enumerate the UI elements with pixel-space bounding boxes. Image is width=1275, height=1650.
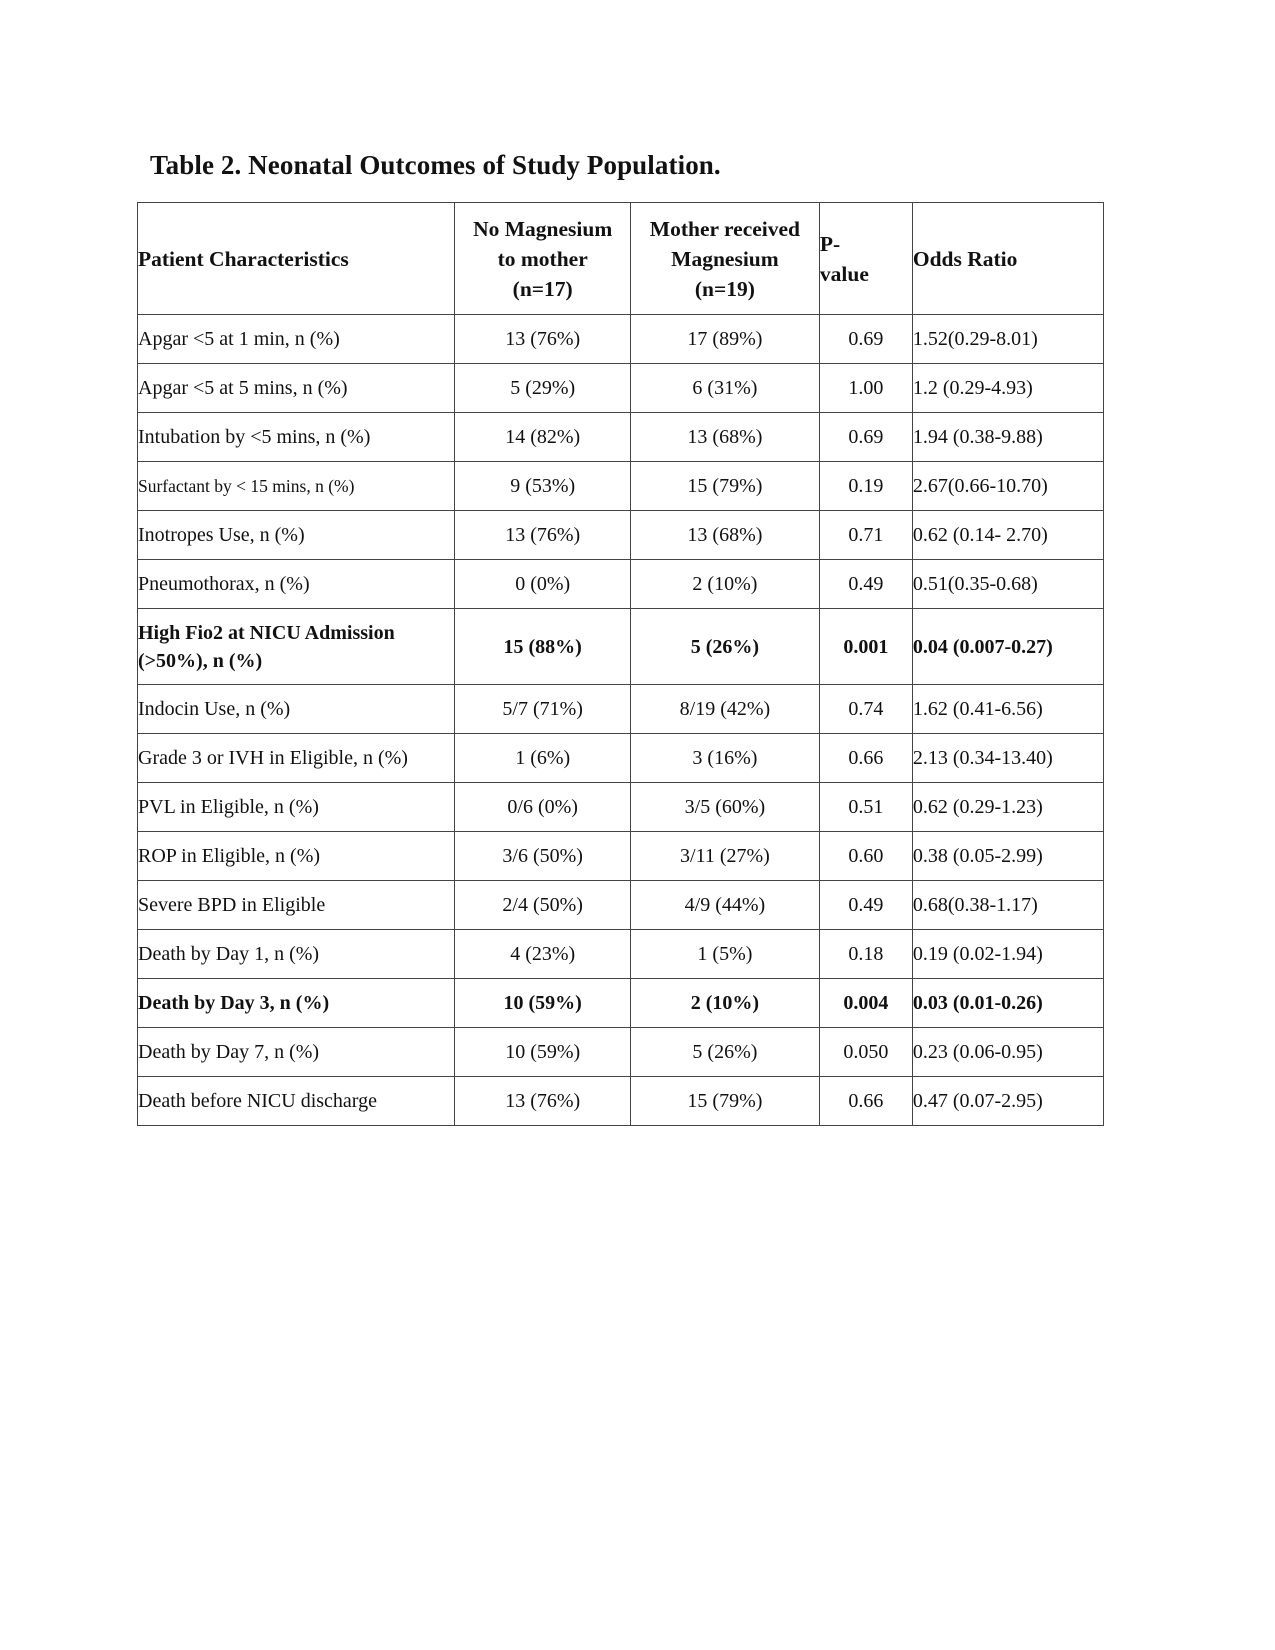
row-label: Intubation by <5 mins, n (%) (138, 413, 455, 462)
header-p-value: P- value (819, 203, 912, 315)
p-value: 0.49 (819, 560, 912, 609)
p-value: 0.66 (819, 734, 912, 783)
magnesium-value: 5 (26%) (630, 1028, 819, 1077)
p-value: 0.001 (819, 609, 912, 685)
table-row (138, 364, 1104, 413)
magnesium-value: 6 (31%) (630, 364, 819, 413)
header-patient-characteristics: Patient Characteristics (138, 203, 455, 315)
magnesium-value: 1 (5%) (630, 930, 819, 979)
table-row (138, 685, 1104, 734)
header-odds-ratio: Odds Ratio (912, 203, 1103, 315)
table-row (138, 511, 1104, 560)
table-row (138, 315, 1104, 364)
table-row (138, 930, 1104, 979)
magnesium-value: 5 (26%) (630, 609, 819, 685)
row-label: Apgar <5 at 5 mins, n (%) (138, 364, 455, 413)
odds-ratio: 0.03 (0.01-0.26) (912, 979, 1103, 1028)
row-label: Death by Day 3, n (%) (138, 979, 455, 1028)
table-row (138, 1077, 1104, 1126)
odds-ratio: 1.2 (0.29-4.93) (912, 364, 1103, 413)
no-magnesium-value: 14 (82%) (455, 413, 630, 462)
p-value: 0.66 (819, 1077, 912, 1126)
odds-ratio: 0.51(0.35-0.68) (912, 560, 1103, 609)
magnesium-value: 13 (68%) (630, 511, 819, 560)
row-label: Pneumothorax, n (%) (138, 560, 455, 609)
no-magnesium-value: 10 (59%) (455, 1028, 630, 1077)
no-magnesium-value: 13 (76%) (455, 315, 630, 364)
p-value: 0.004 (819, 979, 912, 1028)
p-value: 0.51 (819, 783, 912, 832)
odds-ratio: 0.04 (0.007-0.27) (912, 609, 1103, 685)
magnesium-value: 17 (89%) (630, 315, 819, 364)
no-magnesium-value: 5 (29%) (455, 364, 630, 413)
magnesium-value: 2 (10%) (630, 979, 819, 1028)
magnesium-value: 15 (79%) (630, 1077, 819, 1126)
no-magnesium-value: 0/6 (0%) (455, 783, 630, 832)
magnesium-value: 13 (68%) (630, 413, 819, 462)
no-magnesium-value: 10 (59%) (455, 979, 630, 1028)
magnesium-value: 4/9 (44%) (630, 881, 819, 930)
odds-ratio: 0.23 (0.06-0.95) (912, 1028, 1103, 1077)
row-label: Death by Day 7, n (%) (138, 1028, 455, 1077)
odds-ratio: 0.62 (0.29-1.23) (912, 783, 1103, 832)
no-magnesium-value: 2/4 (50%) (455, 881, 630, 930)
neonatal-outcomes-table (137, 202, 1104, 1126)
odds-ratio: 0.38 (0.05-2.99) (912, 832, 1103, 881)
no-magnesium-value: 0 (0%) (455, 560, 630, 609)
header-no-magnesium: No Magnesium to mother (n=17) (455, 203, 630, 315)
row-label: Death before NICU discharge (138, 1077, 455, 1126)
p-value: 0.71 (819, 511, 912, 560)
odds-ratio: 1.94 (0.38-9.88) (912, 413, 1103, 462)
p-value: 0.050 (819, 1028, 912, 1077)
odds-ratio: 2.13 (0.34-13.40) (912, 734, 1103, 783)
p-value: 0.18 (819, 930, 912, 979)
magnesium-value: 8/19 (42%) (630, 685, 819, 734)
no-magnesium-value: 4 (23%) (455, 930, 630, 979)
no-magnesium-value: 5/7 (71%) (455, 685, 630, 734)
odds-ratio: 0.19 (0.02-1.94) (912, 930, 1103, 979)
no-magnesium-value: 13 (76%) (455, 511, 630, 560)
magnesium-value: 3/5 (60%) (630, 783, 819, 832)
p-value: 0.60 (819, 832, 912, 881)
row-label: Inotropes Use, n (%) (138, 511, 455, 560)
odds-ratio: 0.68(0.38-1.17) (912, 881, 1103, 930)
no-magnesium-value: 15 (88%) (455, 609, 630, 685)
table-row-highlighted (138, 979, 1104, 1028)
row-label: Severe BPD in Eligible (138, 881, 455, 930)
odds-ratio: 2.67(0.66-10.70) (912, 462, 1103, 511)
no-magnesium-value: 1 (6%) (455, 734, 630, 783)
p-value: 0.19 (819, 462, 912, 511)
table-row (138, 881, 1104, 930)
table-row (138, 462, 1104, 511)
odds-ratio: 0.47 (0.07-2.95) (912, 1077, 1103, 1126)
table-row (138, 832, 1104, 881)
row-label: Surfactant by < 15 mins, n (%) (138, 462, 455, 511)
no-magnesium-value: 3/6 (50%) (455, 832, 630, 881)
header-mother-received-magnesium: Mother received Magnesium (n=19) (630, 203, 819, 315)
table-row (138, 734, 1104, 783)
magnesium-value: 2 (10%) (630, 560, 819, 609)
row-label: Indocin Use, n (%) (138, 685, 455, 734)
p-value: 0.69 (819, 315, 912, 364)
row-label: High Fio2 at NICU Admission (>50%), n (%) (138, 609, 455, 685)
magnesium-value: 3 (16%) (630, 734, 819, 783)
no-magnesium-value: 9 (53%) (455, 462, 630, 511)
p-value: 1.00 (819, 364, 912, 413)
row-label: Death by Day 1, n (%) (138, 930, 455, 979)
header-row (138, 203, 1104, 315)
p-value: 0.49 (819, 881, 912, 930)
magnesium-value: 3/11 (27%) (630, 832, 819, 881)
row-label: Apgar <5 at 1 min, n (%) (138, 315, 455, 364)
p-value: 0.69 (819, 413, 912, 462)
odds-ratio: 0.62 (0.14- 2.70) (912, 511, 1103, 560)
row-label: Grade 3 or IVH in Eligible, n (%) (138, 734, 455, 783)
table-row (138, 413, 1104, 462)
odds-ratio: 1.52(0.29-8.01) (912, 315, 1103, 364)
odds-ratio: 1.62 (0.41-6.56) (912, 685, 1103, 734)
no-magnesium-value: 13 (76%) (455, 1077, 630, 1126)
table-title: Table 2. Neonatal Outcomes of Study Population. (150, 150, 721, 180)
table-row (138, 1028, 1104, 1077)
row-label: PVL in Eligible, n (%) (138, 783, 455, 832)
magnesium-value: 15 (79%) (630, 462, 819, 511)
table-row (138, 560, 1104, 609)
p-value: 0.74 (819, 685, 912, 734)
row-label: ROP in Eligible, n (%) (138, 832, 455, 881)
table-row-highlighted (138, 609, 1104, 685)
table-row (138, 783, 1104, 832)
